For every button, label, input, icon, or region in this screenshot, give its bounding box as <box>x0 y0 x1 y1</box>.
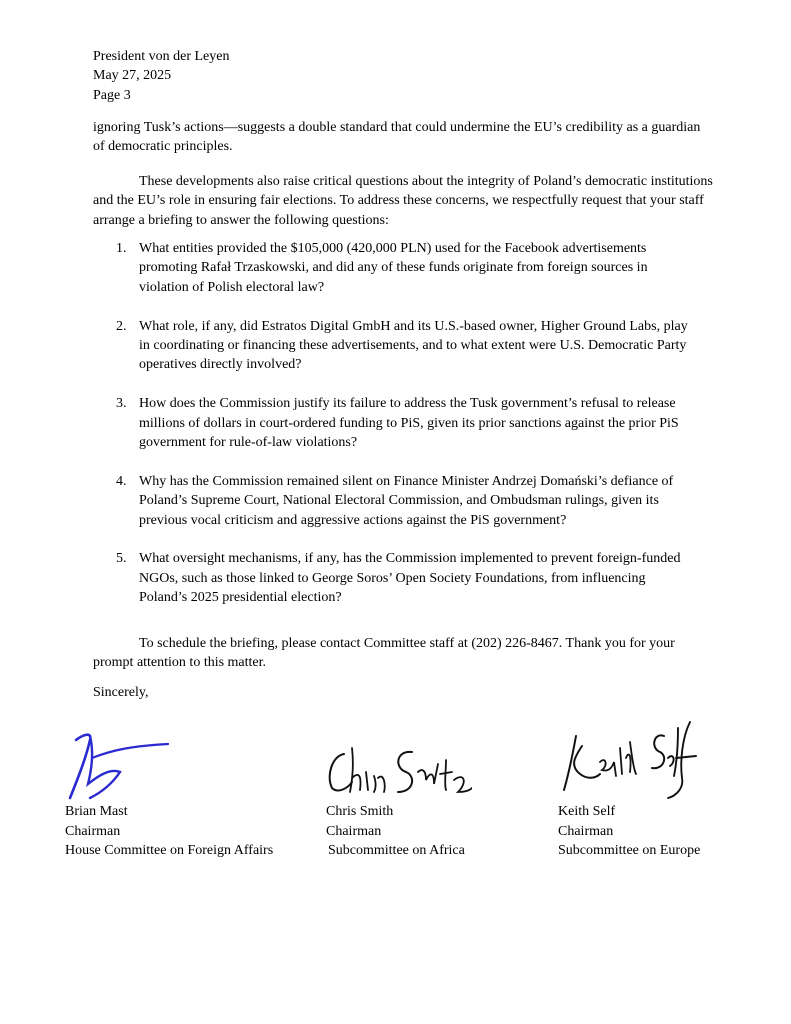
question-text: Why has the Commission remained silent on Finance Minister Andrzej Domański’s defiance of Poland’s Supreme Court, National Electoral Commission, and Ombudsman rulings, given its previous vocal criticism and aggressive actions against the PiS government? <box>139 473 674 528</box>
question-item <box>93 317 693 375</box>
recipient-line: President von der Leyen <box>93 49 230 64</box>
signer-name: Chris Smith <box>326 804 394 819</box>
signer-title: Chairman <box>65 823 121 839</box>
question-item <box>93 549 693 607</box>
signature-brian-mast <box>62 728 172 806</box>
signer-name: Brian Mast <box>65 804 128 819</box>
question-number: 3. <box>116 396 127 412</box>
signer-committee: House Committee on Foreign Affairs <box>65 843 274 859</box>
intro-paragraph <box>93 172 713 230</box>
question-number: 5. <box>116 551 127 567</box>
questions-list <box>93 239 693 627</box>
signer-block-brian-mast <box>65 802 273 861</box>
question-text: How does the Commission justify its failure to address the Tusk government’s refusal to release millions of dollars in court-ordered funding to PiS, given its prior sanctions against the prior PiS government for rule-of-law violations? <box>139 396 679 451</box>
signer-committee: Subcommittee on Africa <box>328 843 465 859</box>
page-number: Page 3 <box>93 87 131 103</box>
signature-keith-self <box>556 718 701 810</box>
question-item <box>93 472 693 530</box>
date-line: May 27, 2025 <box>93 68 172 84</box>
question-text: What role, if any, did Estratos Digital GmbH and its U.S.-based owner, Higher Ground Labs, play in coordinating or financing these advertisements, and to what extent were U.S. Democratic Party operatives directly involved? <box>139 318 688 373</box>
signer-title: Chairman <box>558 823 614 839</box>
signer-block-keith-self <box>558 802 700 861</box>
signer-committee: Subcommittee on Europe <box>558 843 701 859</box>
question-number: 2. <box>116 318 127 334</box>
question-number: 4. <box>116 473 127 489</box>
letter-header <box>93 47 229 105</box>
question-text: What oversight mechanisms, if any, has the Commission implemented to prevent foreign-funded NGOs, such as those linked to George Soros’ Open Society Foundations, from influencing Poland’s 2025 presidential election? <box>139 551 681 606</box>
question-text: What entities provided the $105,000 (420,000 PLN) used for the Facebook advertisements promoting Rafał Trzaskowski, and did any of these funds originate from foreign sources in violation of Polish electoral law? <box>139 241 648 295</box>
intro-text: These developments also raise critical questions about the integrity of Poland’s democratic institutions and the EU’s role in ensuring fair elections. To address these concerns, we respectfully request that your staff arrange a briefing to answer the following questions: <box>93 174 713 228</box>
signer-block-chris-smith <box>326 802 465 861</box>
continuation-paragraph: ignoring Tusk’s actions—suggests a double standard that could undermine the EU’s credibility as a guardian of democratic principles. <box>93 120 701 155</box>
signer-name: Keith Self <box>558 804 616 819</box>
schedule-text: To schedule the briefing, please contact Committee staff at (202) 226-8467. Thank you for your prompt attention to this matter. <box>93 636 675 671</box>
closing-salutation: Sincerely, <box>93 685 149 700</box>
question-number: 1. <box>116 241 127 256</box>
schedule-paragraph <box>93 634 713 673</box>
signer-title: Chairman <box>326 823 382 839</box>
question-item <box>93 239 693 297</box>
question-item <box>93 394 693 452</box>
